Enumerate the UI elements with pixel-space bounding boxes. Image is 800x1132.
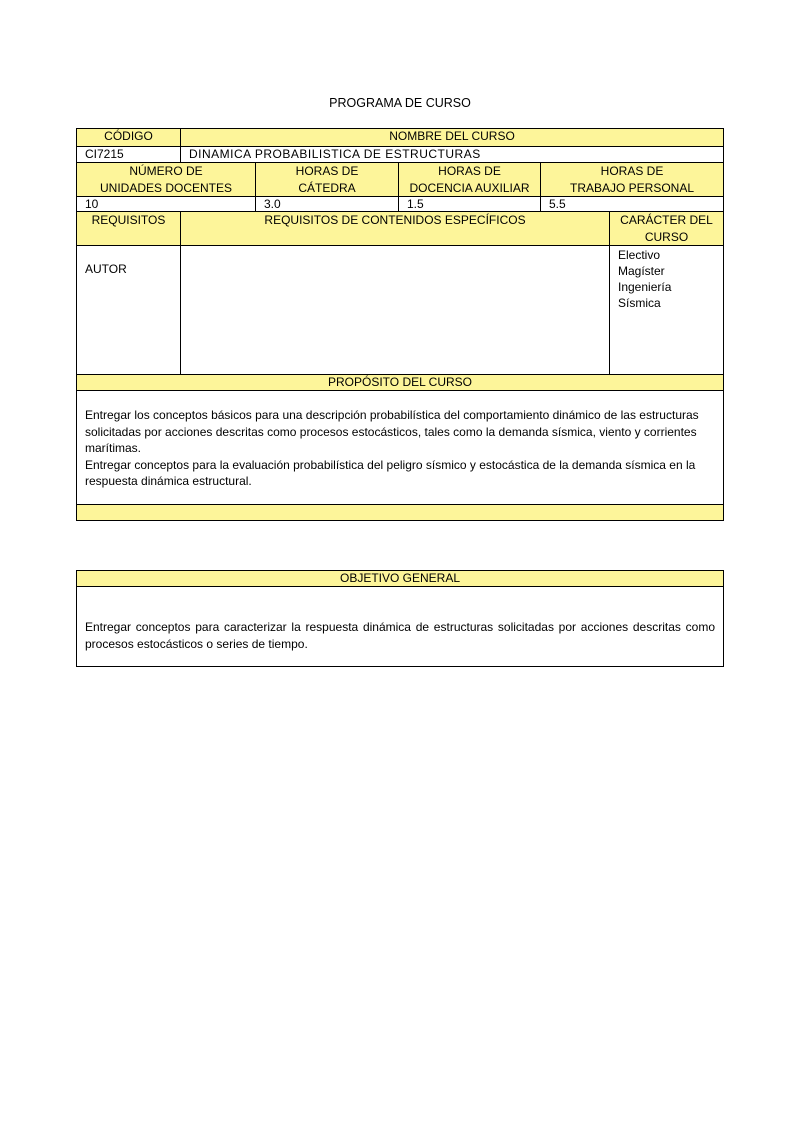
units-header-line1: NÚMERO DE: [129, 164, 203, 178]
requisites-table: [76, 211, 724, 375]
personal-header-line2: TRABAJO PERSONAL: [569, 181, 695, 195]
units-value: 10: [77, 197, 256, 213]
auxiliar-value: 1.5: [399, 197, 541, 213]
character-line: Magíster: [618, 264, 665, 278]
course-name: DINAMICA PROBABILISTICA DE ESTRUCTURAS: [181, 147, 724, 163]
catedra-value: 3.0: [256, 197, 399, 213]
purpose-footer-bar: [77, 505, 724, 521]
character-header-line1: CARÁCTER DEL: [620, 213, 713, 227]
auxiliar-header: [399, 163, 541, 197]
course-code: CI7215: [77, 147, 181, 163]
objective-paragraph: Entregar conceptos para caracterizar la respuesta dinámica de estructuras solicitadas por acciones descritas como procesos estocásticos o series de tiempo.: [85, 620, 715, 651]
objective-text: [77, 587, 724, 667]
catedra-header-line2: CÁTEDRA: [298, 181, 356, 195]
objective-table: [76, 570, 724, 667]
purpose-paragraph: Entregar conceptos para la evaluación probabilística del peligro sísmico y estocástica de la demanda sísmica en la respuesta dinámica estructural.: [85, 457, 696, 488]
catedra-header-line1: HORAS DE: [295, 164, 359, 178]
auxiliar-header-line1: HORAS DE: [438, 164, 501, 178]
purpose-paragraph: Entregar los conceptos básicos para una descripción probabilística del comportamiento dinámico de las estructuras solicitadas por acciones descritas como procesos estocásticos, tales como la demanda sísmica, viento y corrientes marítimas.: [85, 408, 699, 455]
personal-value: 5.5: [541, 197, 724, 213]
page-title: PROGRAMA DE CURSO: [329, 96, 471, 110]
character-line: Electivo: [618, 248, 661, 262]
objective-header: OBJETIVO GENERAL: [77, 571, 724, 587]
units-header: [77, 163, 256, 197]
course-table: [76, 128, 724, 213]
units-header-line2: UNIDADES DOCENTES: [99, 181, 233, 195]
personal-header: [541, 163, 724, 197]
character-header: [610, 212, 724, 246]
character-line: Ingeniería: [618, 280, 672, 294]
personal-header-line1: HORAS DE: [600, 164, 664, 178]
req-content-header: REQUISITOS DE CONTENIDOS ESPECÍFICOS: [181, 212, 610, 246]
requisites-header: REQUISITOS: [77, 212, 181, 246]
course-name-header: NOMBRE DEL CURSO: [181, 129, 724, 147]
character-value: [610, 246, 724, 375]
catedra-header: [256, 163, 399, 197]
requisite-value: AUTOR: [77, 246, 181, 375]
purpose-text: [77, 391, 724, 505]
character-header-line2: CURSO: [644, 230, 689, 244]
req-content-value: [181, 246, 610, 375]
character-line: Sísmica: [618, 296, 661, 310]
purpose-table: [76, 374, 724, 521]
code-header: CÓDIGO: [77, 129, 181, 147]
auxiliar-header-line2: DOCENCIA AUXILIAR: [409, 181, 530, 195]
purpose-header: PROPÓSITO DEL CURSO: [77, 375, 724, 391]
